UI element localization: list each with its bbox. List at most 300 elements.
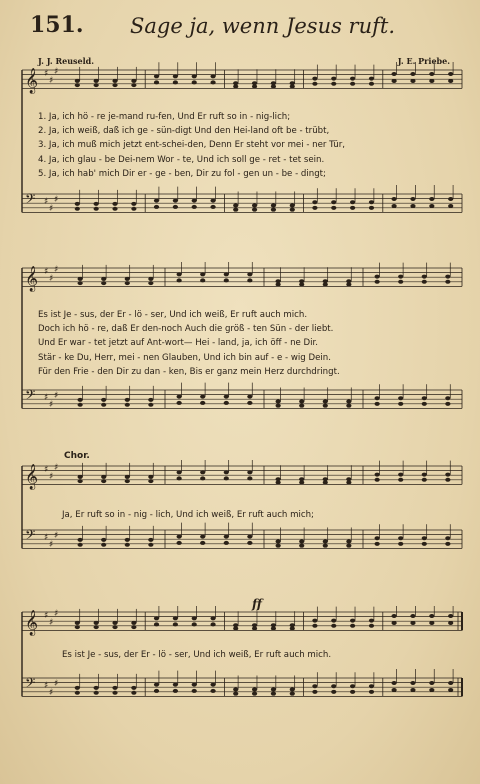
note-head bbox=[410, 72, 415, 76]
note-head bbox=[350, 619, 355, 623]
sharp-icon: ♯ bbox=[44, 611, 49, 621]
note-head bbox=[422, 478, 427, 482]
note-head bbox=[154, 199, 159, 203]
note-head bbox=[177, 401, 182, 405]
note-head bbox=[173, 80, 178, 84]
note-head bbox=[173, 199, 178, 203]
music-system-1 bbox=[18, 62, 466, 232]
note-head bbox=[200, 535, 205, 539]
note-head bbox=[148, 277, 153, 281]
note-head bbox=[331, 200, 336, 204]
note-head bbox=[369, 690, 374, 694]
note-head bbox=[323, 399, 328, 403]
note-head bbox=[299, 283, 304, 287]
note-head bbox=[112, 691, 117, 695]
note-head bbox=[200, 278, 205, 282]
note-head bbox=[177, 395, 182, 399]
note-head bbox=[173, 683, 178, 687]
sharp-icon: ♯ bbox=[54, 391, 59, 401]
note-head bbox=[398, 280, 403, 284]
note-head bbox=[148, 475, 153, 479]
note-head bbox=[112, 202, 117, 206]
note-head bbox=[331, 624, 336, 628]
note-head bbox=[224, 395, 229, 399]
note-head bbox=[210, 616, 215, 620]
note-head bbox=[210, 205, 215, 209]
sharp-icon: ♯ bbox=[44, 465, 49, 475]
note-head bbox=[290, 85, 295, 89]
note-head bbox=[422, 402, 427, 406]
note-head bbox=[398, 542, 403, 546]
note-head bbox=[125, 543, 130, 547]
note-head bbox=[350, 77, 355, 81]
note-head bbox=[312, 82, 317, 86]
note-head bbox=[369, 624, 374, 628]
note-head bbox=[247, 401, 252, 405]
note-head bbox=[224, 278, 229, 282]
note-head bbox=[392, 614, 397, 618]
sharp-icon: ♯ bbox=[49, 472, 54, 482]
note-head bbox=[75, 625, 80, 629]
note-head bbox=[312, 206, 317, 210]
note-head bbox=[312, 624, 317, 628]
note-head bbox=[429, 79, 434, 83]
note-head bbox=[75, 691, 80, 695]
note-head bbox=[75, 207, 80, 211]
sharp-icon: ♯ bbox=[49, 274, 54, 284]
music-system-4 bbox=[18, 606, 466, 726]
note-head bbox=[290, 203, 295, 207]
note-head bbox=[101, 281, 106, 285]
note-head bbox=[445, 473, 450, 477]
note-head bbox=[346, 481, 351, 485]
note-head bbox=[78, 479, 83, 483]
note-head bbox=[224, 272, 229, 276]
note-head bbox=[78, 475, 83, 479]
chorus-lyrics-block-1 bbox=[62, 508, 480, 522]
note-head bbox=[200, 272, 205, 276]
note-head bbox=[331, 684, 336, 688]
verse-lyrics-block-1 bbox=[38, 110, 458, 181]
note-head bbox=[410, 79, 415, 83]
note-head bbox=[392, 688, 397, 692]
note-head bbox=[290, 627, 295, 631]
note-head bbox=[346, 404, 351, 408]
note-head bbox=[392, 72, 397, 76]
note-head bbox=[392, 681, 397, 685]
sharp-icon: ♯ bbox=[49, 204, 54, 214]
note-head bbox=[247, 278, 252, 282]
note-head bbox=[398, 473, 403, 477]
note-head bbox=[252, 85, 257, 89]
bass-clef-icon: 𝄢 bbox=[25, 387, 36, 406]
note-head bbox=[173, 205, 178, 209]
verse-line: Stär - ke Du, Herr, mei - nen Glauben, Und ich bin auf - e - wig Dein. bbox=[38, 352, 331, 363]
note-head bbox=[125, 475, 130, 479]
note-head bbox=[247, 395, 252, 399]
note-head bbox=[276, 544, 281, 548]
note-head bbox=[375, 275, 380, 279]
note-head bbox=[290, 687, 295, 691]
note-head bbox=[429, 688, 434, 692]
treble-clef-icon: 𝄞 bbox=[25, 266, 39, 292]
note-head bbox=[200, 476, 205, 480]
note-head bbox=[173, 616, 178, 620]
note-head bbox=[131, 83, 136, 87]
verse-line: Es ist Je - sus, der Er - lö - ser, Und ich weiß, Er ruft auch mich. bbox=[38, 310, 308, 320]
note-head bbox=[331, 77, 336, 81]
note-head bbox=[78, 281, 83, 285]
treble-clef-icon: 𝄞 bbox=[25, 464, 39, 490]
note-head bbox=[94, 621, 99, 625]
note-head bbox=[154, 689, 159, 693]
note-head bbox=[233, 203, 238, 207]
note-head bbox=[125, 538, 130, 542]
note-head bbox=[410, 681, 415, 685]
note-head bbox=[445, 280, 450, 284]
note-head bbox=[312, 619, 317, 623]
note-head bbox=[448, 204, 453, 208]
note-head bbox=[448, 681, 453, 685]
note-head bbox=[131, 207, 136, 211]
note-head bbox=[422, 473, 427, 477]
verse-line: Für den Frie - den Dir zu dan - ken, Bis er ganz mein Herz durchdringt. bbox=[38, 366, 340, 377]
treble-clef-icon: 𝄞 bbox=[25, 68, 39, 94]
note-head bbox=[112, 621, 117, 625]
note-head bbox=[210, 199, 215, 203]
note-head bbox=[375, 473, 380, 477]
note-head bbox=[350, 200, 355, 204]
note-head bbox=[247, 476, 252, 480]
sharp-icon: ♯ bbox=[54, 67, 59, 77]
note-head bbox=[112, 83, 117, 87]
note-head bbox=[448, 197, 453, 201]
note-head bbox=[148, 398, 153, 402]
note-head bbox=[173, 689, 178, 693]
note-head bbox=[131, 686, 136, 690]
sharp-icon: ♯ bbox=[44, 681, 49, 691]
sheet-music-notation bbox=[18, 606, 466, 726]
note-head bbox=[422, 542, 427, 546]
note-head bbox=[101, 479, 106, 483]
note-head bbox=[252, 627, 257, 631]
note-head bbox=[398, 478, 403, 482]
note-head bbox=[369, 82, 374, 86]
note-head bbox=[410, 204, 415, 208]
note-head bbox=[346, 399, 351, 403]
note-head bbox=[276, 481, 281, 485]
note-head bbox=[398, 536, 403, 540]
sharp-icon: ♯ bbox=[54, 609, 59, 619]
note-head bbox=[448, 614, 453, 618]
sharp-icon: ♯ bbox=[44, 393, 49, 403]
note-head bbox=[210, 74, 215, 78]
hymn-title: Sage ja, wenn Jesus ruft. bbox=[130, 14, 396, 38]
note-head bbox=[350, 684, 355, 688]
note-head bbox=[445, 402, 450, 406]
note-head bbox=[369, 619, 374, 623]
note-head bbox=[94, 202, 99, 206]
note-head bbox=[350, 82, 355, 86]
note-head bbox=[125, 479, 130, 483]
verse-line: 1. Ja, ich hö - re je-mand ru-fen, Und Er ruft so in - nig-lich; bbox=[38, 112, 291, 122]
note-head bbox=[210, 683, 215, 687]
note-head bbox=[192, 683, 197, 687]
note-head bbox=[312, 690, 317, 694]
note-head bbox=[94, 79, 99, 83]
note-head bbox=[247, 272, 252, 276]
note-head bbox=[192, 622, 197, 626]
note-head bbox=[154, 80, 159, 84]
note-head bbox=[252, 208, 257, 212]
note-head bbox=[445, 542, 450, 546]
note-head bbox=[299, 544, 304, 548]
note-head bbox=[78, 543, 83, 547]
note-head bbox=[410, 614, 415, 618]
note-head bbox=[271, 203, 276, 207]
note-head bbox=[392, 621, 397, 625]
note-head bbox=[299, 481, 304, 485]
lyricist-credit: J. J. Reuseld. bbox=[38, 56, 95, 66]
sharp-icon: ♯ bbox=[54, 265, 59, 275]
note-head bbox=[299, 539, 304, 543]
note-head bbox=[429, 204, 434, 208]
note-head bbox=[192, 689, 197, 693]
bass-clef-icon: 𝄢 bbox=[25, 191, 36, 210]
sharp-icon: ♯ bbox=[49, 400, 54, 410]
note-head bbox=[369, 684, 374, 688]
note-head bbox=[271, 208, 276, 212]
note-head bbox=[299, 399, 304, 403]
note-head bbox=[224, 541, 229, 545]
note-head bbox=[75, 83, 80, 87]
note-head bbox=[210, 689, 215, 693]
note-head bbox=[101, 538, 106, 542]
verse-line: Doch ich hö - re, daß Er den-noch Auch die größ - ten Sün - der liebt. bbox=[38, 324, 334, 335]
note-head bbox=[445, 536, 450, 540]
note-head bbox=[192, 616, 197, 620]
note-head bbox=[346, 283, 351, 287]
note-head bbox=[398, 396, 403, 400]
note-head bbox=[173, 74, 178, 78]
note-head bbox=[375, 402, 380, 406]
note-head bbox=[94, 83, 99, 87]
note-head bbox=[148, 543, 153, 547]
note-head bbox=[112, 207, 117, 211]
note-head bbox=[410, 688, 415, 692]
note-head bbox=[323, 481, 328, 485]
note-head bbox=[154, 205, 159, 209]
note-head bbox=[112, 79, 117, 83]
verse-line: Und Er war - tet jetzt auf Ant-wort— Hei - land, ja, ich öff - ne Dir. bbox=[38, 338, 319, 349]
note-head bbox=[252, 687, 257, 691]
note-head bbox=[154, 74, 159, 78]
sharp-icon: ♯ bbox=[54, 195, 59, 205]
note-head bbox=[200, 395, 205, 399]
note-head bbox=[131, 691, 136, 695]
note-head bbox=[276, 404, 281, 408]
note-head bbox=[177, 470, 182, 474]
note-head bbox=[312, 77, 317, 81]
note-head bbox=[125, 398, 130, 402]
note-head bbox=[375, 542, 380, 546]
note-head bbox=[271, 627, 276, 631]
note-head bbox=[192, 199, 197, 203]
fortissimo-dynamic: ff bbox=[252, 597, 262, 611]
note-head bbox=[233, 692, 238, 696]
note-head bbox=[429, 614, 434, 618]
note-head bbox=[94, 625, 99, 629]
sharp-icon: ♯ bbox=[49, 688, 54, 698]
note-head bbox=[375, 536, 380, 540]
bass-clef-icon: 𝄢 bbox=[25, 675, 36, 694]
note-head bbox=[445, 396, 450, 400]
note-head bbox=[271, 85, 276, 89]
note-head bbox=[75, 79, 80, 83]
note-head bbox=[148, 479, 153, 483]
note-head bbox=[271, 692, 276, 696]
sharp-icon: ♯ bbox=[44, 197, 49, 207]
note-head bbox=[173, 622, 178, 626]
note-head bbox=[331, 619, 336, 623]
note-head bbox=[445, 478, 450, 482]
note-head bbox=[350, 690, 355, 694]
note-head bbox=[200, 470, 205, 474]
note-head bbox=[346, 539, 351, 543]
verse-line: 5. Ja, ich hab' mich Dir er - ge - ben, Dir zu fol - gen un - be - dingt; bbox=[38, 168, 326, 179]
note-head bbox=[422, 536, 427, 540]
note-head bbox=[131, 202, 136, 206]
note-head bbox=[224, 535, 229, 539]
note-head bbox=[429, 197, 434, 201]
note-head bbox=[192, 80, 197, 84]
note-head bbox=[233, 85, 238, 89]
note-head bbox=[448, 79, 453, 83]
note-head bbox=[422, 280, 427, 284]
note-head bbox=[323, 544, 328, 548]
note-head bbox=[94, 207, 99, 211]
note-head bbox=[252, 692, 257, 696]
note-head bbox=[350, 206, 355, 210]
note-head bbox=[312, 684, 317, 688]
verse-line: 2. Ja, ich weiß, daß ich ge - sün-digt Und den Hei-land oft be - trübt, bbox=[38, 126, 330, 137]
note-head bbox=[392, 197, 397, 201]
note-head bbox=[247, 541, 252, 545]
sharp-icon: ♯ bbox=[49, 540, 54, 550]
note-head bbox=[148, 281, 153, 285]
note-head bbox=[131, 625, 136, 629]
note-head bbox=[94, 686, 99, 690]
note-head bbox=[276, 399, 281, 403]
verse-line: 4. Ja, ich glau - be Dei-nem Wor - te, Und ich soll ge - ret - tet sein. bbox=[38, 154, 325, 165]
note-head bbox=[177, 272, 182, 276]
note-head bbox=[346, 544, 351, 548]
note-head bbox=[177, 535, 182, 539]
note-head bbox=[375, 280, 380, 284]
music-system-3 bbox=[18, 460, 466, 570]
note-head bbox=[252, 203, 257, 207]
note-head bbox=[200, 541, 205, 545]
note-head bbox=[392, 204, 397, 208]
note-head bbox=[78, 538, 83, 542]
note-head bbox=[125, 281, 130, 285]
note-head bbox=[101, 403, 106, 407]
note-head bbox=[271, 687, 276, 691]
note-head bbox=[312, 200, 317, 204]
note-head bbox=[323, 404, 328, 408]
note-head bbox=[101, 277, 106, 281]
treble-clef-icon: 𝄞 bbox=[25, 610, 39, 636]
music-system-2 bbox=[18, 262, 466, 432]
note-head bbox=[210, 622, 215, 626]
note-head bbox=[233, 208, 238, 212]
note-head bbox=[78, 277, 83, 281]
note-head bbox=[154, 616, 159, 620]
note-head bbox=[78, 403, 83, 407]
note-head bbox=[177, 476, 182, 480]
note-head bbox=[125, 277, 130, 281]
note-head bbox=[131, 79, 136, 83]
note-head bbox=[369, 200, 374, 204]
note-head bbox=[422, 275, 427, 279]
note-head bbox=[75, 686, 80, 690]
note-head bbox=[369, 77, 374, 81]
note-head bbox=[210, 80, 215, 84]
sharp-icon: ♯ bbox=[54, 679, 59, 689]
note-head bbox=[154, 683, 159, 687]
note-head bbox=[148, 538, 153, 542]
note-head bbox=[75, 621, 80, 625]
sharp-icon: ♯ bbox=[54, 463, 59, 473]
note-head bbox=[233, 627, 238, 631]
chorus-line: Ja, Er ruft so in - nig - lich, Und ich weiß, Er ruft auch mich; bbox=[62, 510, 314, 520]
note-head bbox=[445, 275, 450, 279]
note-head bbox=[331, 206, 336, 210]
note-head bbox=[422, 396, 427, 400]
note-head bbox=[410, 197, 415, 201]
note-head bbox=[125, 403, 130, 407]
note-head bbox=[290, 692, 295, 696]
note-head bbox=[398, 275, 403, 279]
note-head bbox=[247, 535, 252, 539]
verse-lyrics-block-2 bbox=[38, 308, 458, 379]
sharp-icon: ♯ bbox=[44, 533, 49, 543]
note-head bbox=[200, 401, 205, 405]
note-head bbox=[429, 72, 434, 76]
note-head bbox=[398, 402, 403, 406]
note-head bbox=[299, 404, 304, 408]
note-head bbox=[247, 470, 252, 474]
note-head bbox=[290, 208, 295, 212]
note-head bbox=[112, 625, 117, 629]
note-head bbox=[101, 398, 106, 402]
note-head bbox=[429, 681, 434, 685]
note-head bbox=[101, 543, 106, 547]
note-head bbox=[148, 403, 153, 407]
sharp-icon: ♯ bbox=[44, 267, 49, 277]
chorus-lyrics-block-2 bbox=[62, 648, 480, 662]
note-head bbox=[448, 72, 453, 76]
hymn-number: 151. bbox=[30, 12, 84, 38]
note-head bbox=[448, 688, 453, 692]
note-head bbox=[276, 539, 281, 543]
note-head bbox=[112, 686, 117, 690]
composer-credit: J. E. Priebe. bbox=[397, 56, 450, 66]
note-head bbox=[233, 687, 238, 691]
chorus-line: Es ist Je - sus, der Er - lö - ser, Und ich weiß, Er ruft auch mich. bbox=[62, 650, 332, 660]
note-head bbox=[224, 401, 229, 405]
note-head bbox=[78, 398, 83, 402]
